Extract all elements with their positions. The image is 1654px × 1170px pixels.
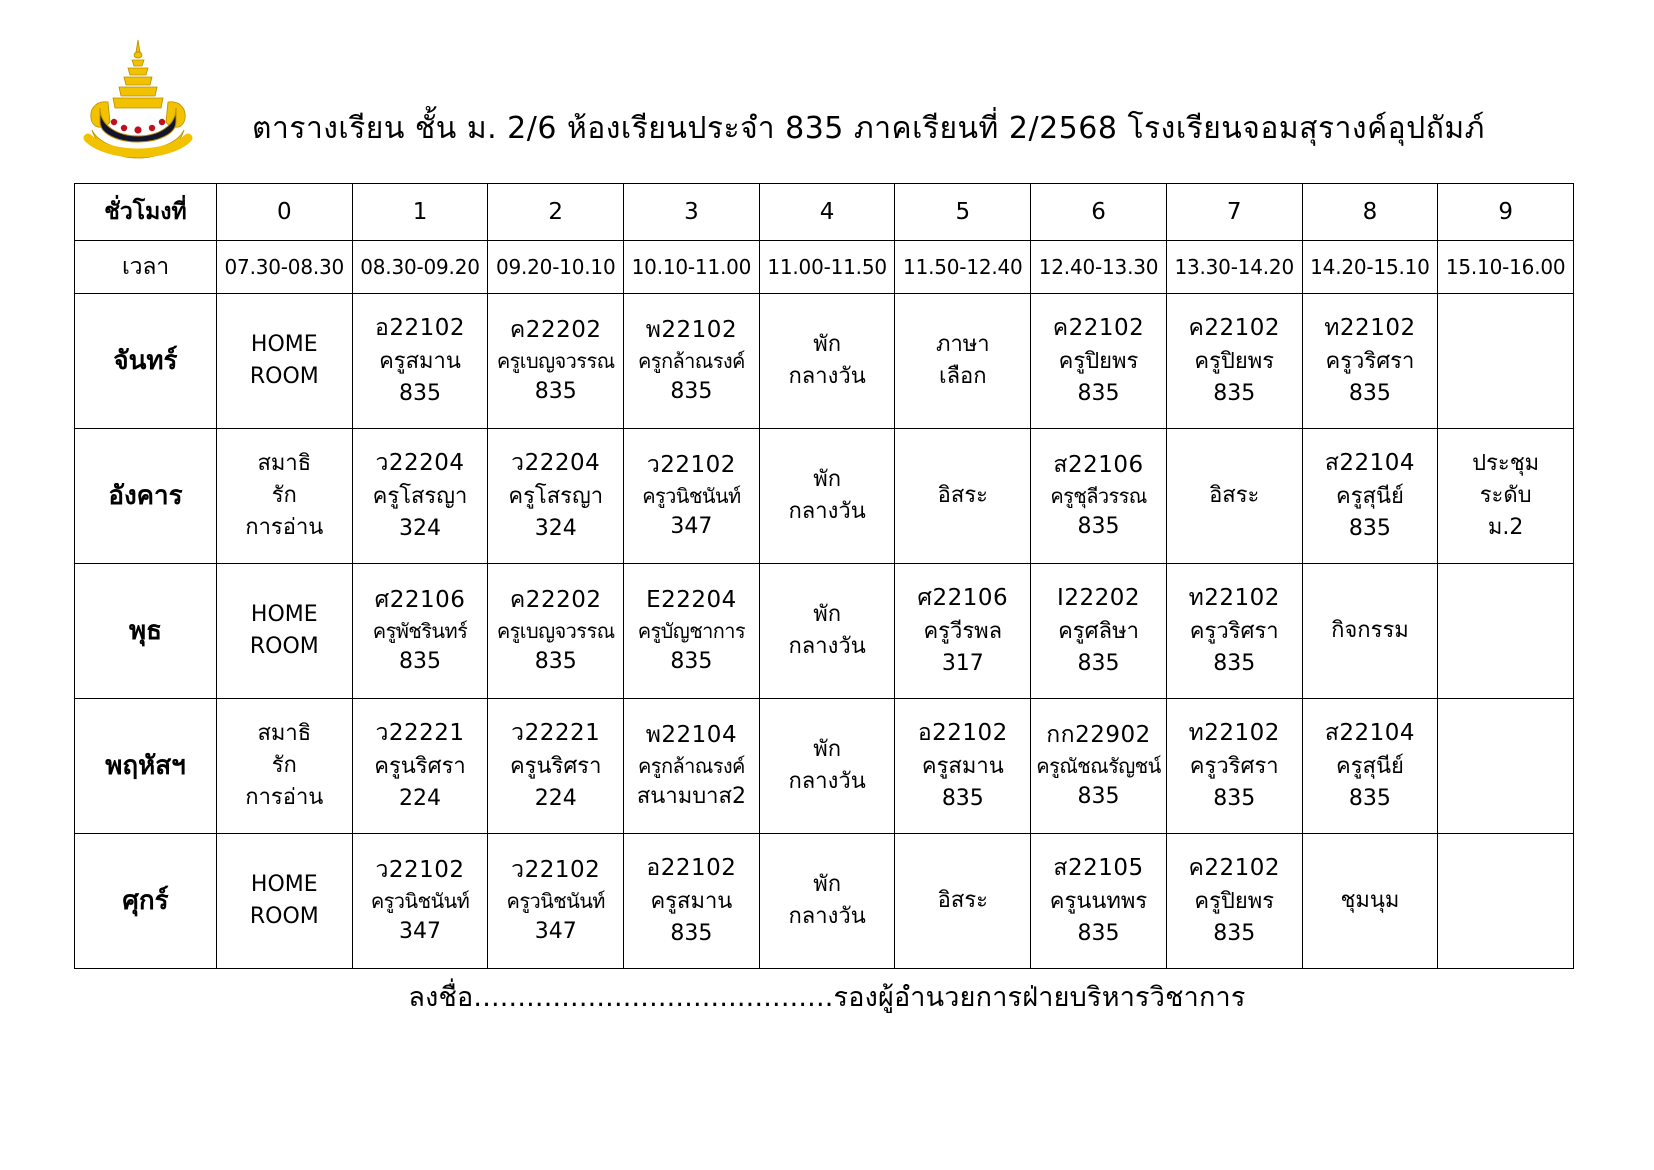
subject-code: HOME [250,872,318,898]
subject-code: ส22104 [1324,720,1416,747]
room-number: 347 [670,514,713,540]
room-number: 835 [1077,920,1120,946]
subject-code: ท22102 [1188,720,1280,747]
schedule-cell[interactable] [895,699,1031,834]
time-header-row [75,241,1574,294]
schedule-cell[interactable] [488,429,624,564]
room-number: 224 [534,785,577,811]
schedule-cell[interactable] [352,429,488,564]
schedule-cell-content [762,836,893,966]
subject-code: อิสระ [937,483,988,509]
subject-code: ศ22106 [917,585,1009,612]
schedule-cell-content [1440,701,1571,831]
time-slot-1: 08.30-09.20 [352,241,488,294]
schedule-cell-content [1440,431,1571,561]
schedule-cell[interactable] [488,564,624,699]
subject-code: พ22104 [645,721,738,748]
subject-code: ชุมนุม [1340,888,1400,914]
subject-code: อิสระ [1209,483,1260,509]
subject-code: พัก [813,602,842,628]
schedule-cell-content [1033,296,1164,426]
time-slot-2: 09.20-10.10 [488,241,624,294]
schedule-cell[interactable] [895,564,1031,699]
room-number: 347 [399,919,441,945]
schedule-cell[interactable] [624,429,760,564]
teacher-name: กลางวัน [788,904,866,929]
teacher-name: ครูบัญชาการ [637,619,746,644]
room-number: 835 [941,785,984,811]
schedule-cell-content [1169,431,1300,561]
schedule-cell-content [1033,701,1164,831]
teacher-name: ครูกล้าณรงค์ [638,349,745,374]
schedule-cell-content [355,836,486,966]
teacher-name: ครูวริศรา [1189,618,1279,644]
teacher-name: กลางวัน [788,499,866,524]
room-number: 835 [1213,380,1256,406]
schedule-cell[interactable] [1302,699,1438,834]
subject-code: กิจกรรม [1331,618,1409,644]
room-number: 835 [1348,380,1391,406]
subject-code: อิสระ [937,888,988,914]
subject-code: ว22221 [375,720,465,747]
teacher-name: ครูปิยพร [1194,348,1275,374]
period-number-6: 6 [1031,184,1167,241]
schedule-cell[interactable] [759,294,895,429]
day-label-1: อังคาร [75,429,217,564]
room-number: 835 [670,379,713,405]
schedule-cell[interactable] [1031,294,1167,429]
schedule-cell[interactable] [1438,429,1574,564]
subject-code: อ22102 [917,720,1008,747]
teacher-name: ROOM [249,904,319,929]
schedule-cell-content [1169,701,1300,831]
schedule-cell[interactable] [759,699,895,834]
subject-code: ว22102 [511,856,601,883]
schedule-cell-content [1305,431,1436,561]
subject-code: พ22102 [645,316,738,343]
subject-code: ค22102 [1188,315,1280,342]
subject-code: ว22204 [511,450,601,477]
time-slot-5: 11.50-12.40 [895,241,1031,294]
teacher-name: กลางวัน [788,364,866,389]
schedule-cell-content [762,431,893,561]
room-number: 835 [1213,650,1256,676]
schedule-cell-content [1440,566,1571,696]
teacher-name: ครูวีรพล [923,618,1003,644]
schedule-cell[interactable] [216,564,352,699]
day-row [75,429,1574,564]
period-number-8: 8 [1302,184,1438,241]
schedule-cell[interactable] [216,429,352,564]
day-row [75,564,1574,699]
schedule-cell[interactable] [1438,564,1574,699]
schedule-cell[interactable] [488,834,624,969]
day-row [75,834,1574,969]
schedule-cell[interactable] [624,294,760,429]
room-number: การอ่าน [245,514,324,540]
schedule-cell[interactable] [488,699,624,834]
room-number: 324 [534,515,577,541]
schedule-cell-content [1440,836,1571,966]
teacher-name: ครูโสรญา [508,483,604,509]
day-row [75,699,1574,834]
schedule-cell[interactable] [1302,294,1438,429]
period-number-1: 1 [352,184,488,241]
schedule-cell[interactable] [624,564,760,699]
schedule-cell-content [1033,566,1164,696]
teacher-name: ครูสุนีย์ [1335,753,1404,779]
teacher-name: ครูนริศรา [374,753,466,779]
schedule-cell[interactable] [895,834,1031,969]
room-number: 835 [670,920,713,946]
school-emblem [78,38,198,160]
subject-code: พัก [813,872,842,898]
room-number: 835 [399,649,441,675]
schedule-cell-content [897,296,1028,426]
schedule-cell-content [355,566,486,696]
teacher-name: ระดับ [1479,483,1532,509]
period-number-5: 5 [895,184,1031,241]
schedule-cell-content [1305,296,1436,426]
subject-code: กก22902 [1046,721,1151,748]
page-title: ตารางเรียน ชั้น ม. 2/6 ห้องเรียนประจำ 835 ภาคเรียนที่ 2/2568 โรงเรียนจอมสุรางค์อุปถัมภ์ [252,111,1485,146]
room-number: การอ่าน [245,784,324,810]
schedule-cell-content [897,701,1028,831]
room-number: ม.2 [1487,514,1524,540]
teacher-name: ครูวนิชนันท์ [642,484,741,509]
teacher-name: ครูพัชรินทร์ [372,619,468,644]
room-number: 835 [534,379,577,405]
schedule-cell[interactable] [1166,564,1302,699]
subject-code: ว22102 [375,856,465,883]
schedule-cell[interactable] [1302,429,1438,564]
schedule-cell[interactable] [624,834,760,969]
schedule-cell-content [1305,836,1436,966]
schedule-cell[interactable] [1166,294,1302,429]
schedule-cell-content [1305,701,1436,831]
schedule-cell-content [1169,566,1300,696]
schedule-cell[interactable] [1302,564,1438,699]
schedule-cell-content [626,701,757,831]
room-number: 835 [1077,650,1120,676]
subject-code: ว22102 [646,451,736,478]
schedule-cell-content [355,296,486,426]
room-number: 835 [1213,920,1256,946]
teacher-name: ครูวนิชนันท์ [370,889,470,914]
subject-code: พัก [813,332,842,358]
schedule-cell-content [762,701,893,831]
teacher-name: ครูกล้าณรงค์ [638,754,745,779]
subject-code: ว22221 [511,720,601,747]
schedule-cell[interactable] [759,429,895,564]
period-number-4: 4 [759,184,895,241]
room-number: 835 [1077,784,1120,810]
day-row [75,294,1574,429]
schedule-cell-content [355,701,486,831]
period-number-0: 0 [216,184,352,241]
schedule-cell-content [626,836,757,966]
period-number-9: 9 [1438,184,1574,241]
period-number-7: 7 [1166,184,1302,241]
time-header-label: เวลา [75,241,217,294]
day-label-4: ศุกร์ [75,834,217,969]
schedule-cell-content [1169,836,1300,966]
teacher-name: กลางวัน [788,634,866,659]
subject-code: ว22204 [375,450,465,477]
teacher-name: ครูเบญจวรรณ [496,349,615,374]
subject-code: ค22102 [1052,315,1145,342]
schedule-cell[interactable] [1031,699,1167,834]
room-number: 317 [941,650,984,676]
teacher-name: ครูปิยพร [1194,888,1275,914]
time-slot-6: 12.40-13.30 [1031,241,1167,294]
schedule-cell[interactable] [352,294,488,429]
teacher-name: ครูณัชณรัญชน์ [1036,754,1161,779]
schedule-cell-content [1440,296,1571,426]
subject-code: ค22202 [509,586,602,613]
schedule-cell-content [626,431,757,561]
teacher-name: รัก [271,753,297,779]
schedule-cell-content [762,566,893,696]
schedule-cell-content [490,296,621,426]
teacher-name: ROOM [249,364,319,389]
schedule-cell[interactable] [216,699,352,834]
teacher-name: ครูสมาน [650,888,733,914]
schedule-cell-content [1033,431,1164,561]
teacher-name: กลางวัน [788,769,866,794]
subject-code: ค22102 [1188,855,1280,882]
schedule-cell-content [490,701,621,831]
teacher-name: ครูนริศรา [509,753,602,779]
subject-code: ส22106 [1053,451,1144,478]
schedule-cell[interactable] [216,294,352,429]
schedule-cell[interactable] [488,294,624,429]
room-number: 835 [1213,785,1256,811]
schedule-cell[interactable] [759,564,895,699]
schedule-cell-content [219,296,350,426]
schedule-cell-content [219,566,350,696]
teacher-name: ครูวนิชนันท์ [506,889,605,914]
teacher-name: ครูปิยพร [1058,348,1139,374]
schedule-cell-content [626,566,757,696]
schedule-cell[interactable] [1438,834,1574,969]
schedule-cell[interactable] [759,834,895,969]
day-label-2: พุธ [75,564,217,699]
subject-code: ท22102 [1188,585,1280,612]
schedule-cell[interactable] [1438,699,1574,834]
room-number: 224 [399,785,441,811]
teacher-name: เลือก [939,364,987,389]
schedule-cell[interactable] [895,429,1031,564]
teacher-name: ครูนนทพร [1049,888,1148,914]
schedule-cell[interactable] [216,834,352,969]
teacher-name: ครูสมาน [379,348,461,374]
room-number: 347 [534,919,577,945]
teacher-name: ครูสุนีย์ [1335,483,1404,509]
day-label-3: พฤหัสฯ [75,699,217,834]
room-number: 835 [399,380,441,406]
time-slot-9: 15.10-16.00 [1438,241,1574,294]
schedule-cell[interactable] [352,564,488,699]
day-label-0: จันทร์ [75,294,217,429]
schedule-cell[interactable] [624,699,760,834]
schedule-cell-content [355,431,486,561]
teacher-name: ครูโสรญา [372,483,468,509]
subject-code: สมาธิ [257,451,312,477]
room-number: 835 [1077,380,1120,406]
subject-code: ค22202 [509,316,602,343]
subject-code: พัก [813,467,842,493]
subject-code: ท22102 [1324,315,1416,342]
schedule-cell[interactable] [1031,429,1167,564]
teacher-name: ครูศลิษา [1058,618,1139,644]
time-slot-7: 13.30-14.20 [1166,241,1302,294]
schedule-cell-content [1169,296,1300,426]
subject-code: HOME [250,602,318,628]
signature-line: ลงชื่อ.........................................รองผู้อำนวยการฝ่ายบริหารวิชาการ [408,982,1246,1013]
schedule-cell-content [897,566,1028,696]
schedule-cell-content [490,566,621,696]
time-slot-8: 14.20-15.10 [1302,241,1438,294]
schedule-cell-content [626,296,757,426]
schedule-cell-content [1305,566,1436,696]
time-slot-4: 11.00-11.50 [759,241,895,294]
schedule-cell[interactable] [1438,294,1574,429]
subject-code: อ22102 [375,315,465,342]
subject-code: E22204 [646,586,737,613]
schedule-cell[interactable] [895,294,1031,429]
period-number-2: 2 [488,184,624,241]
period-header-label: ชั่วโมงที่ [75,184,217,241]
schedule-cell-content [897,431,1028,561]
schedule-cell-content [490,431,621,561]
room-number: 835 [1077,514,1120,540]
document-header [0,0,1654,176]
room-number: สนามบาส2 [636,784,746,810]
period-header-row [75,184,1574,241]
schedule-cell[interactable] [1166,429,1302,564]
schedule-cell[interactable] [1031,564,1167,699]
schedule-cell-content [1033,836,1164,966]
room-number: 835 [670,649,713,675]
subject-code: สมาธิ [257,721,312,747]
schedule-cell-content [897,836,1028,966]
period-number-3: 3 [624,184,760,241]
subject-code: ส22104 [1324,450,1416,477]
schedule-cell[interactable] [1302,834,1438,969]
schedule-cell-content [219,701,350,831]
subject-code: ประชุม [1472,451,1540,477]
schedule-cell[interactable] [352,699,488,834]
subject-code: ส22105 [1053,855,1144,882]
schedule-cell[interactable] [352,834,488,969]
schedule-cell-content [490,836,621,966]
teacher-name: ครูวริศรา [1189,753,1279,779]
schedule-cell[interactable] [1166,699,1302,834]
time-slot-0: 07.30-08.30 [216,241,352,294]
schedule-cell[interactable] [1031,834,1167,969]
subject-code: อ22102 [646,855,737,882]
room-number: 835 [534,649,577,675]
subject-code: พัก [813,737,842,763]
schedule-cell-content [219,836,350,966]
schedule-cell-content [762,296,893,426]
teacher-name: ครูเบญจวรรณ [496,619,615,644]
subject-code: ศ22106 [374,586,466,613]
room-number: 835 [1348,785,1391,811]
teacher-name: ครูสมาน [921,753,1004,779]
timetable [74,183,1574,969]
subject-code: ภาษา [935,332,990,358]
room-number: 324 [399,515,441,541]
room-number: 835 [1348,515,1391,541]
schedule-cell-content [219,431,350,561]
teacher-name: ครูชุลีวรรณ [1050,484,1147,509]
schedule-cell[interactable] [1166,834,1302,969]
subject-code: HOME [250,332,318,358]
time-slot-3: 10.10-11.00 [624,241,760,294]
timetable-container [74,183,1574,969]
subject-code: I22202 [1057,585,1140,612]
teacher-name: ROOM [249,634,319,659]
teacher-name: รัก [271,483,297,509]
teacher-name: ครูวริศรา [1325,348,1415,374]
